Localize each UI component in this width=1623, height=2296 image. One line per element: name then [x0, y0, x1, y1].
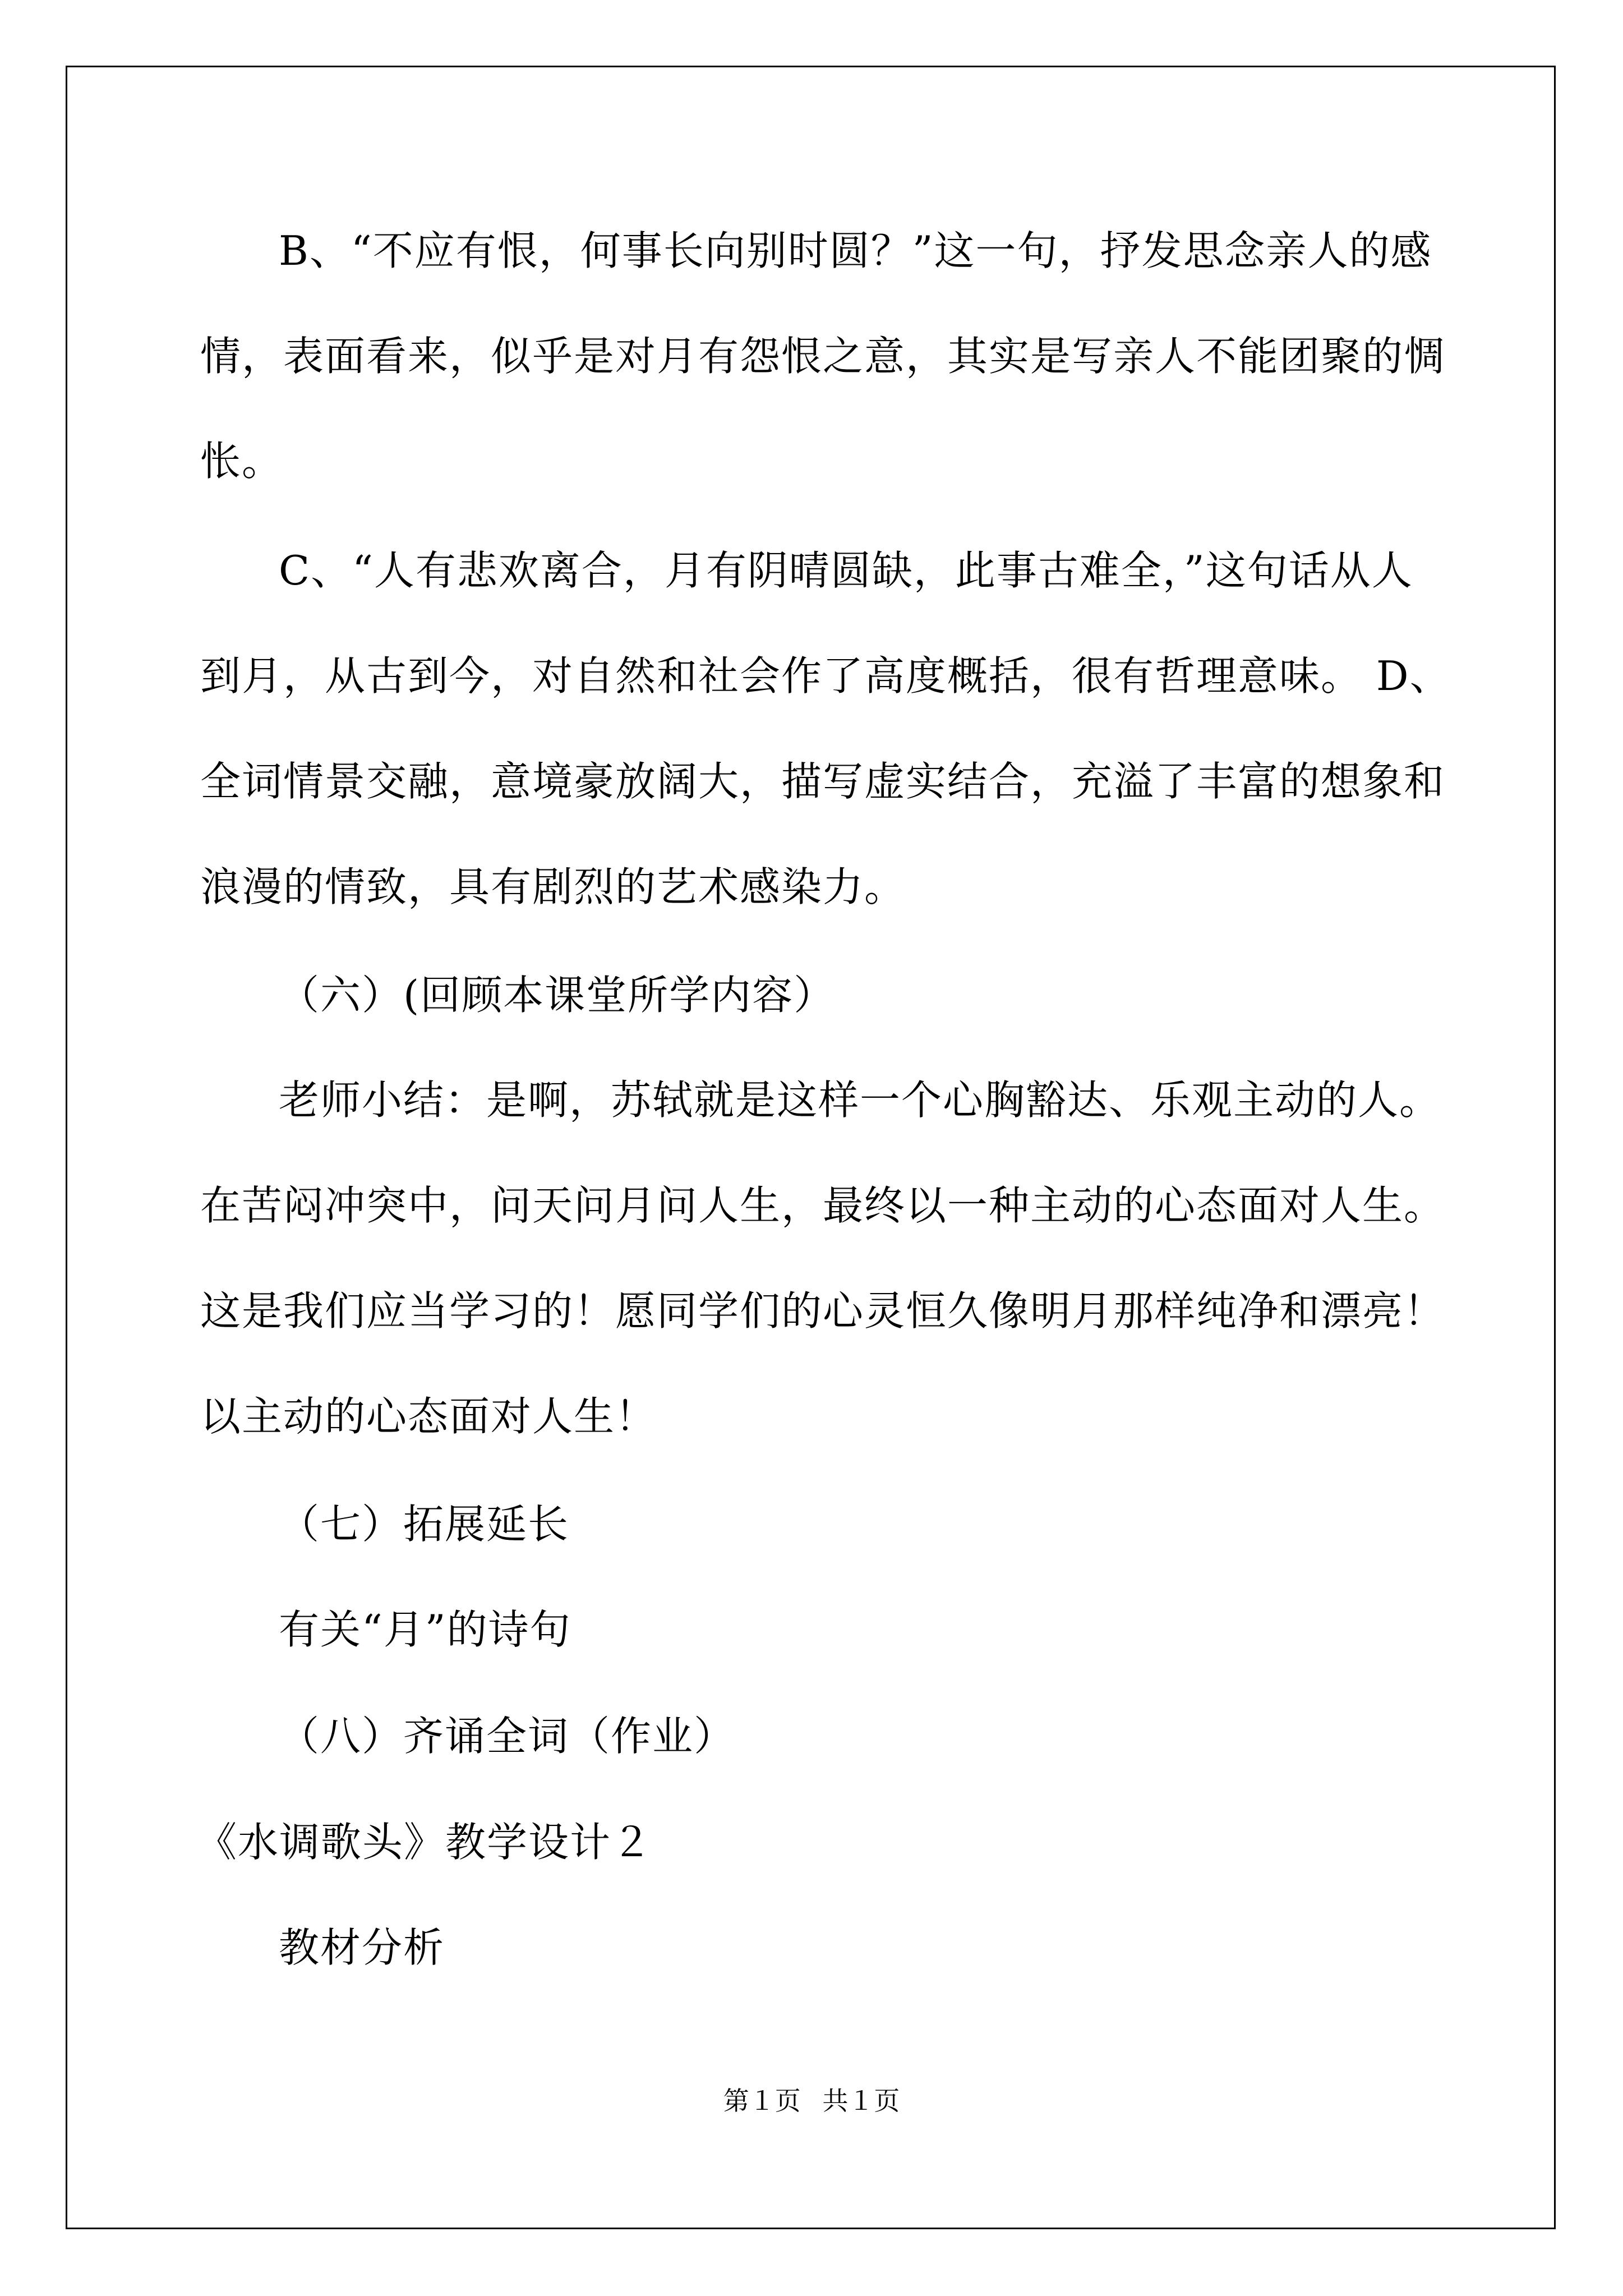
section-seven-heading: （七）拓展延长	[279, 1501, 570, 1548]
paragraph-c-line-2: 到月，从古到今，对自然和社会作了高度概括，很有哲理意味。 D、	[200, 652, 1451, 700]
section-eight-heading: （八）齐诵全词（作业）	[279, 1713, 736, 1760]
paragraph-b-line-2: 情，表面看来，似乎是对月有怨恨之意，其实是写亲人不能团聚的惆	[200, 333, 1446, 380]
paragraph-c-line-1: C、“人有悲欢离合，月有阴晴圆缺，此事古难全，”这句话从人	[279, 547, 1413, 594]
textbook-analysis-heading: 教材分析	[279, 1924, 445, 1971]
lesson-plan-title: 《水调歌头》教学设计２	[196, 1819, 653, 1866]
summary-line-4: 以主动的心态面对人生！	[200, 1393, 657, 1440]
moon-poems-line: 有关“月”的诗句	[279, 1606, 571, 1653]
page-border	[66, 66, 1556, 2229]
summary-line-3: 这是我们应当学习的！愿同学们的心灵恒久像明月那样纯净和漂亮！	[200, 1287, 1446, 1335]
paragraph-b-line-1: B、“不应有恨，何事长向别时圆？”这一句，抒发思念亲人的感	[279, 227, 1432, 274]
page-number-current: 第１页	[723, 2086, 801, 2116]
section-six-heading: （六）(回顾本课堂所学内容）	[279, 972, 836, 1019]
summary-line-1: 老师小结：是啊，苏轼就是这样一个心胸豁达、乐观主动的人。	[279, 1076, 1441, 1124]
page-footer	[0, 2084, 1623, 2118]
summary-line-2: 在苦闷冲突中，问天问月问人生，最终以一种主动的心态面对人生。	[200, 1182, 1446, 1229]
paragraph-d-line-2: 浪漫的情致，具有剧烈的艺术感染力。	[200, 863, 906, 910]
paragraph-d-line-1: 全词情景交融，意境豪放阔大，描写虚实结合，充溢了丰富的想象和	[200, 758, 1446, 805]
paragraph-b-line-3: 怅。	[200, 438, 284, 485]
page-number-total: 共１页	[822, 2086, 900, 2116]
